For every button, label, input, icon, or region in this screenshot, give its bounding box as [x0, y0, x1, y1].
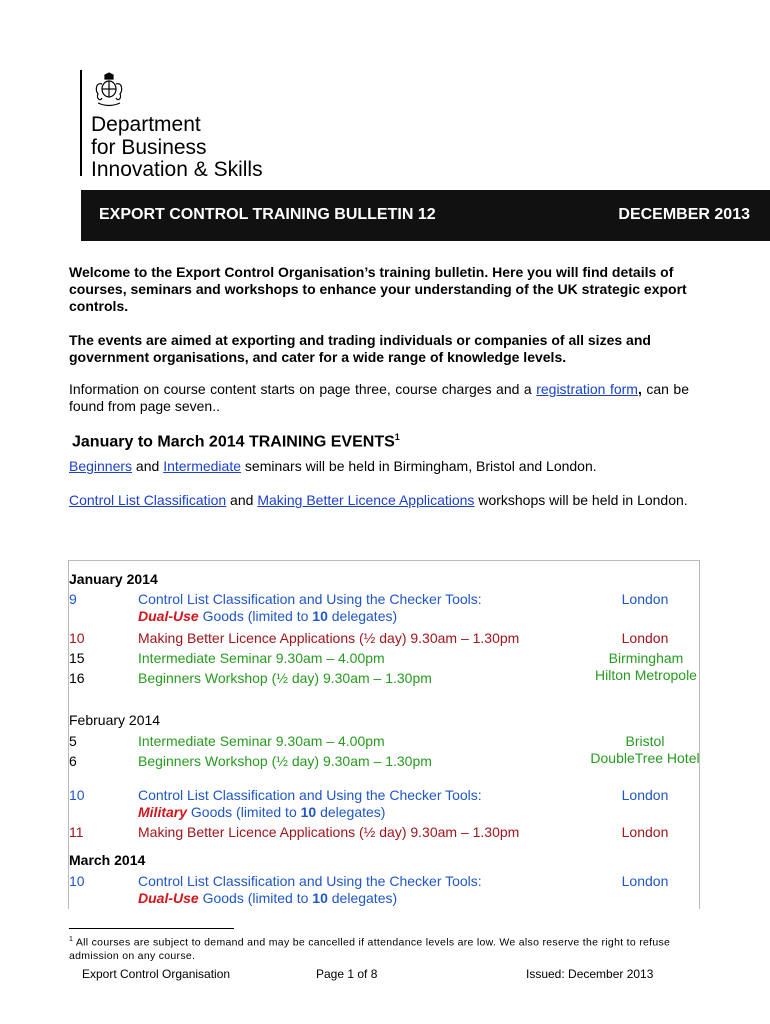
section-heading — [72, 432, 400, 451]
footnote-number: 1 — [69, 936, 74, 943]
event-emphasis: Military — [138, 804, 188, 820]
event-desc-b: delegates) — [327, 890, 398, 906]
month-january: January 2014 — [69, 571, 158, 587]
event-description — [138, 591, 598, 625]
event-description: Intermediate Seminar 9.30am – 4.00pm — [138, 650, 385, 666]
event-location: London — [621, 787, 669, 803]
event-limit: 10 — [312, 608, 328, 624]
bulletin-banner — [81, 190, 770, 241]
footer-org: Export Control Organisation — [82, 967, 231, 981]
event-desc-b: delegates) — [316, 804, 386, 820]
event-day: 16 — [69, 670, 85, 686]
info-post: can be found from page seven.. — [69, 381, 689, 414]
logo-line-1: Department — [91, 113, 201, 136]
event-emphasis: Dual-Use — [138, 890, 199, 906]
logo-divider — [80, 70, 82, 176]
logo-line-2: for Business — [91, 135, 207, 159]
event-description: Intermediate Seminar 9.30am – 4.00pm — [138, 733, 385, 749]
workshops-post: workshops will be held in London. — [474, 492, 688, 508]
footer-page-number: Page 1 of 8 — [316, 967, 378, 981]
footer-issued: Issued: December 2013 — [526, 967, 654, 981]
event-description — [138, 873, 598, 907]
footnote-text: All courses are subject to demand and may be cancelled if attendance levels are low. We also reserve the right to refuse admission on any course. — [69, 936, 671, 962]
event-day: 10 — [69, 787, 85, 803]
info-comma: , — [637, 381, 642, 397]
seminars-paragraph — [69, 458, 689, 475]
royal-crest-icon — [92, 72, 126, 108]
event-limit: 10 — [312, 890, 328, 906]
event-desc-a: Goods (limited to — [198, 890, 313, 906]
event-description: Beginners Workshop (½ day) 9.30am – 1.30pm — [138, 753, 432, 769]
events-paragraph: The events are aimed at exporting and trading individuals or companies of all sizes and government organisations, and cater for a wide range of knowledge levels. — [69, 332, 651, 365]
event-day: 5 — [69, 733, 77, 749]
heading-text: January to March 2014 TRAINING EVENTS — [72, 433, 395, 451]
bulletin-title: EXPORT CONTROL TRAINING BULLETIN 12 — [99, 206, 436, 223]
seminars-mid: and — [132, 458, 164, 474]
event-title: Control List Classification and Using the Checker Tools: — [138, 787, 482, 803]
info-paragraph — [69, 381, 689, 415]
bulletin-date: DECEMBER 2013 — [618, 206, 750, 223]
event-location: London — [621, 630, 669, 646]
workshops-paragraph — [69, 492, 689, 509]
event-limit: 10 — [300, 804, 317, 820]
seminars-post: seminars will be held in Birmingham, Bristol and London. — [241, 458, 597, 474]
event-day: 6 — [69, 753, 77, 769]
month-february: February 2014 — [69, 712, 161, 728]
event-title: Control List Classification and Using the Checker Tools: — [138, 591, 482, 607]
event-title: Control List Classification and Using the Checker Tools: — [138, 873, 482, 889]
beginners-link[interactable]: Beginners — [69, 458, 133, 474]
event-description: Making Better Licence Applications (½ day) 9.30am – 1.30pm — [138, 824, 520, 840]
registration-form-link[interactable]: registration form — [536, 381, 638, 397]
event-description — [138, 787, 598, 821]
event-day: 10 — [69, 630, 85, 646]
event-description: Making Better Licence Applications (½ day) 9.30am – 1.30pm — [138, 630, 520, 646]
control-list-link[interactable]: Control List Classification — [69, 492, 227, 508]
event-location: London — [621, 824, 669, 840]
event-desc-a: Goods (limited to — [198, 608, 313, 624]
event-desc-b: delegates) — [327, 608, 398, 624]
intro-paragraph: Welcome to the Export Control Organisation’s training bulletin. Here you will find details of courses, seminars and workshops to enhance your understanding of the UK strategic export controls. — [69, 264, 687, 314]
footnote — [69, 933, 709, 963]
event-location: Bristol DoubleTree Hotel — [590, 733, 700, 766]
making-better-licence-link[interactable]: Making Better Licence Applications — [257, 492, 475, 508]
intermediate-link[interactable]: Intermediate — [163, 458, 242, 474]
logo-line-3: Innovation & Skills — [91, 158, 263, 181]
footnote-divider — [69, 928, 234, 929]
event-day: 9 — [69, 591, 77, 607]
event-description: Beginners Workshop (½ day) 9.30am – 1.30pm — [138, 670, 432, 686]
footnote-ref: 1 — [394, 432, 400, 442]
info-pre: Information on course content starts on page three, course charges and a — [69, 381, 537, 397]
department-logo-text — [91, 114, 263, 182]
event-location: London — [621, 591, 669, 607]
month-march: March 2014 — [69, 852, 146, 868]
event-desc-a: Goods (limited to — [187, 804, 301, 820]
event-location: London — [621, 873, 669, 889]
workshops-mid: and — [226, 492, 258, 508]
event-location: Birmingham Hilton Metropole — [595, 650, 697, 683]
event-day: 10 — [69, 873, 85, 889]
event-day: 15 — [69, 650, 85, 666]
event-emphasis: Dual-Use — [138, 608, 199, 624]
event-day: 11 — [69, 824, 84, 840]
